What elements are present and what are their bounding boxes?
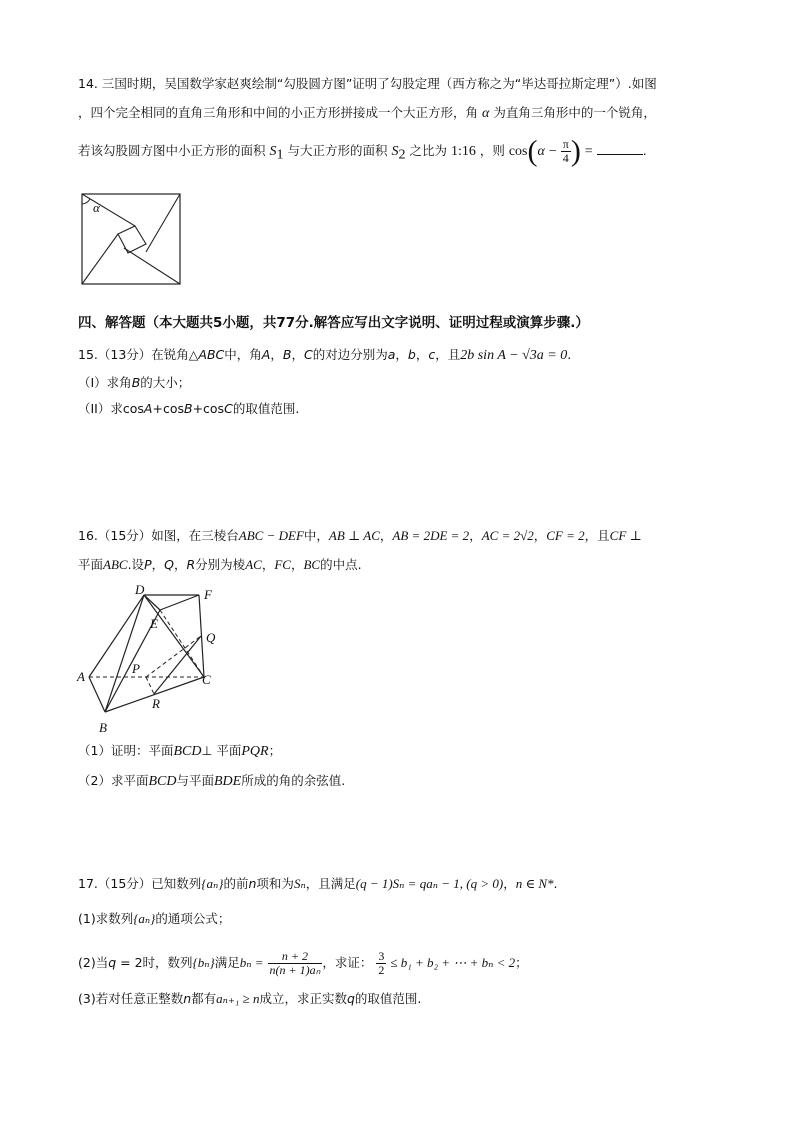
q16-line1: [78, 527, 642, 545]
q16-part2-text-c: 所成的角的余弦值.: [241, 773, 346, 788]
sum-sn: Sₙ: [293, 876, 306, 891]
angle-c: C: [303, 347, 313, 362]
q15-part1-text-b: 的大小；: [140, 375, 191, 390]
q17-part3-text-d: 的取值范围.: [354, 991, 422, 1006]
section-heading: 四、解答题（本大题共5小题，共77分.解答应写出文字说明、证明过程或演算步骤.）: [78, 315, 589, 331]
q15-text-1c: 的对边分别为: [312, 347, 388, 362]
sequence-an: {aₙ}: [201, 876, 224, 891]
bn-fraction: [268, 950, 323, 977]
q15-text-1b: 中，角: [224, 347, 262, 362]
cos-function: cos: [508, 144, 528, 159]
q15-comma-2: ，: [291, 347, 304, 362]
q17-part2-text-c: 满足: [214, 955, 240, 970]
edge-ab: [89, 677, 105, 712]
q15-part1-b: B: [131, 375, 141, 390]
q16-comma-3: ，: [261, 557, 275, 572]
edge-ac: AC: [245, 557, 262, 572]
three-numerator: 3: [378, 949, 385, 963]
q17-part3-q: q: [346, 991, 355, 1006]
q14-line1: [78, 75, 657, 93]
q14-text: 14. 三国时期，吴国数学家赵爽绘制“勾股圆方图”证明了勾股定理（西方称之为“毕达哥拉斯定理”）.如图: [78, 76, 657, 91]
ratio-value: 1:16: [450, 144, 476, 159]
q15-line1: [78, 346, 571, 365]
q15-part2-text-a: （II）求cos: [78, 401, 144, 416]
sum-inequality: ≤ b₁ + b₂ + ⋯ + bₙ < 2: [390, 955, 516, 970]
side-b: b: [407, 347, 416, 362]
four-denominator: 4: [562, 151, 569, 165]
edge-fc-line: [199, 595, 204, 677]
angle-arc: [82, 199, 90, 204]
frustum-figure: [72, 582, 232, 738]
n-natural: n ∈ N*: [515, 876, 554, 891]
q17-part2-text-e: ；: [515, 955, 528, 970]
q15-comma-1: ，: [270, 347, 283, 362]
perp-condition: AB ⊥ AC: [328, 528, 380, 543]
q17-part1-text-b: 的通项公式；: [155, 911, 231, 926]
point-r: R: [186, 557, 196, 572]
label-d: D: [135, 582, 145, 597]
label-e: E: [150, 616, 158, 631]
s2-symbol: S: [391, 144, 399, 159]
q17-text-1a: 17.（15分）已知数列: [78, 876, 202, 891]
right-paren: ): [570, 134, 581, 168]
q16-part2: [78, 772, 345, 791]
q14-line3: [78, 134, 647, 168]
answer-blank[interactable]: [597, 142, 643, 155]
q16-part1: [78, 742, 281, 761]
q14-text-3a: 若该勾股圆方图中小正方形的面积: [78, 143, 266, 158]
q16-sep-1: ，: [379, 528, 393, 543]
q16-comma-1: ，: [151, 557, 165, 572]
angle-b: B: [282, 347, 292, 362]
edge-dc: [144, 595, 204, 677]
q17-part3: [78, 990, 421, 1008]
q14-text-2a: ，四个完全相同的直角三角形和中间的小正方形拼接成一个大正方形，角: [78, 105, 479, 120]
q15-comma-3: ，: [395, 347, 408, 362]
q15-part2-text-c: +cos: [192, 401, 225, 416]
point-q: Q: [164, 557, 174, 572]
q17-part3-text-b: 都有: [191, 991, 217, 1006]
var-n: n: [248, 876, 257, 891]
sequence-bn: {bₙ}: [192, 955, 215, 970]
q14-text-3d: ，则: [479, 143, 505, 158]
pi-numerator: π: [562, 137, 569, 151]
plane-bcd: BCD: [173, 744, 202, 759]
q15-part1-text-a: （I）求角: [78, 375, 132, 390]
q16-text-1a: 16.（15分）如图，在三棱台: [78, 528, 239, 543]
segment-pr-hidden: [146, 677, 154, 694]
edge-fc: FC: [274, 557, 291, 572]
sum-condition: (q − 1)Sₙ = qaₙ − 1, (q > 0): [355, 876, 504, 891]
q17-end: .: [553, 876, 558, 891]
bn-equals: bₙ =: [239, 955, 264, 970]
plane-pqr: PQR: [241, 744, 269, 759]
q17-part3-text-c: 成立，求正实数: [259, 991, 347, 1006]
q16-part2-text-a: （2）求平面: [78, 773, 149, 788]
point-p: P: [144, 557, 152, 572]
q17-part1: [78, 910, 230, 928]
q17-part1-text-a: (1)求数列: [78, 911, 134, 926]
q17-part2-text-d: ，求证：: [322, 955, 373, 970]
triangle-edge-3: [124, 248, 180, 284]
q16-text-2b: .设: [127, 557, 145, 572]
q16-text-2a: 平面: [78, 557, 104, 572]
q16-part1-text-b: ⊥ 平面: [201, 743, 242, 758]
q17-line1: [78, 875, 557, 893]
q16-text-1c: ，且: [584, 528, 610, 543]
edge-ef: [160, 595, 199, 610]
q17-part2: [78, 946, 528, 980]
q15-part2-c: C: [224, 401, 233, 416]
cf-perp: CF ⊥: [609, 528, 642, 543]
q16-part1-text-c: ；: [268, 743, 282, 758]
inner-square: [118, 226, 146, 253]
q14-line2: [78, 104, 656, 123]
q15-equation: 2b sin A − √3a = 0: [460, 348, 568, 363]
equals-sign: =: [584, 144, 593, 159]
label-a: A: [77, 669, 85, 684]
s1-subscript: 1: [276, 147, 284, 163]
length-condition-2: AC = 2√2: [481, 528, 534, 543]
edge-db: [105, 595, 144, 712]
triangle-edge-4: [82, 234, 118, 284]
q15-text-1d: ，且: [435, 347, 461, 362]
q16-text-1b: 中，: [303, 528, 329, 543]
s2-subscript: 2: [398, 147, 406, 163]
q16-comma-2: ，: [173, 557, 187, 572]
q15-part2-text-d: 的取值范围.: [232, 401, 300, 416]
label-b: B: [99, 720, 107, 735]
q16-line2: [78, 556, 362, 574]
q16-text-2d: 的中点.: [320, 557, 362, 572]
q14-end: .: [642, 143, 647, 158]
label-q: Q: [206, 630, 216, 645]
q16-text-2c: 分别为棱: [195, 557, 246, 572]
q15-part2-a: A: [143, 401, 153, 416]
q17-sep: ，: [503, 876, 516, 891]
q17-part3-n: n: [183, 991, 192, 1006]
q14-text-2b: 为直角三角形中的一个锐角，: [493, 105, 656, 120]
label-p: P: [132, 661, 140, 676]
side-c: c: [428, 347, 436, 362]
length-condition-3: CF = 2: [546, 528, 585, 543]
label-r: R: [152, 696, 160, 711]
q17-text-1c: 项和为: [256, 876, 294, 891]
bn-denominator: n(n + 1)aₙ: [269, 963, 321, 977]
triangle-edge-2: [146, 194, 180, 252]
q17-text-1d: ，且满足: [305, 876, 356, 891]
q16-sep-3: ，: [533, 528, 547, 543]
three-halves: [376, 950, 386, 977]
angle-a: A: [261, 347, 271, 362]
plane-abc: ABC: [103, 557, 128, 572]
alpha-symbol: α: [482, 106, 490, 121]
pythagoras-square-figure: [80, 192, 184, 288]
edge-bc: BC: [303, 557, 321, 572]
two-denominator: 2: [378, 963, 385, 977]
alpha-var: α: [537, 144, 545, 159]
q16-comma-4: ，: [290, 557, 304, 572]
bn-numerator: n + 2: [268, 950, 323, 964]
frustum-name: ABC − DEF: [238, 528, 304, 543]
q15-part2-b: B: [183, 401, 193, 416]
length-condition-1: AB = 2DE = 2: [392, 528, 470, 543]
plane-bde: BDE: [213, 774, 242, 789]
q17-part2-text-a: (2)当: [78, 955, 109, 970]
label-f: F: [204, 587, 212, 602]
q17-text-1b: 的前: [223, 876, 249, 891]
alpha-label: α: [93, 200, 100, 215]
q15-text-1a: 15.（13分）在锐角△: [78, 347, 199, 362]
q16-sep-2: ，: [469, 528, 482, 543]
q15-part2-text-b: +cos: [152, 401, 184, 416]
q15-comma-4: ，: [415, 347, 429, 362]
q16-part1-text-a: （1）证明：平面: [78, 743, 174, 758]
triangle-abc: ABC: [198, 347, 225, 362]
an-inequality: aₙ₊₁ ≥ n: [216, 991, 260, 1006]
plane-bcd-2: BCD: [148, 774, 177, 789]
q17-part3-text-a: (3)若对任意正整数: [78, 991, 184, 1006]
q15-end: .: [567, 347, 572, 362]
q14-text-3b: 与大正方形的面积: [287, 143, 388, 158]
q14-text-3c: 之比为: [409, 143, 447, 158]
triangle-edge-1: [82, 194, 135, 226]
q17-part2-text-b: = 2时，数列: [116, 955, 193, 970]
q15-part2: [78, 400, 299, 418]
edge-de: [144, 595, 160, 610]
label-c: C: [202, 672, 211, 687]
s1-symbol: S: [269, 144, 277, 159]
edge-ec-hidden: [160, 610, 204, 677]
q17-part2-q: q: [108, 955, 117, 970]
left-paren: (: [527, 134, 538, 168]
pi-over-four: [561, 138, 571, 165]
side-a: a: [387, 347, 396, 362]
q17-part1-an: {aₙ}: [133, 911, 156, 926]
q15-part1: [78, 374, 190, 392]
minus-sign: −: [548, 144, 557, 159]
q16-part2-text-b: 与平面: [176, 773, 214, 788]
segment-rq: [154, 636, 201, 694]
